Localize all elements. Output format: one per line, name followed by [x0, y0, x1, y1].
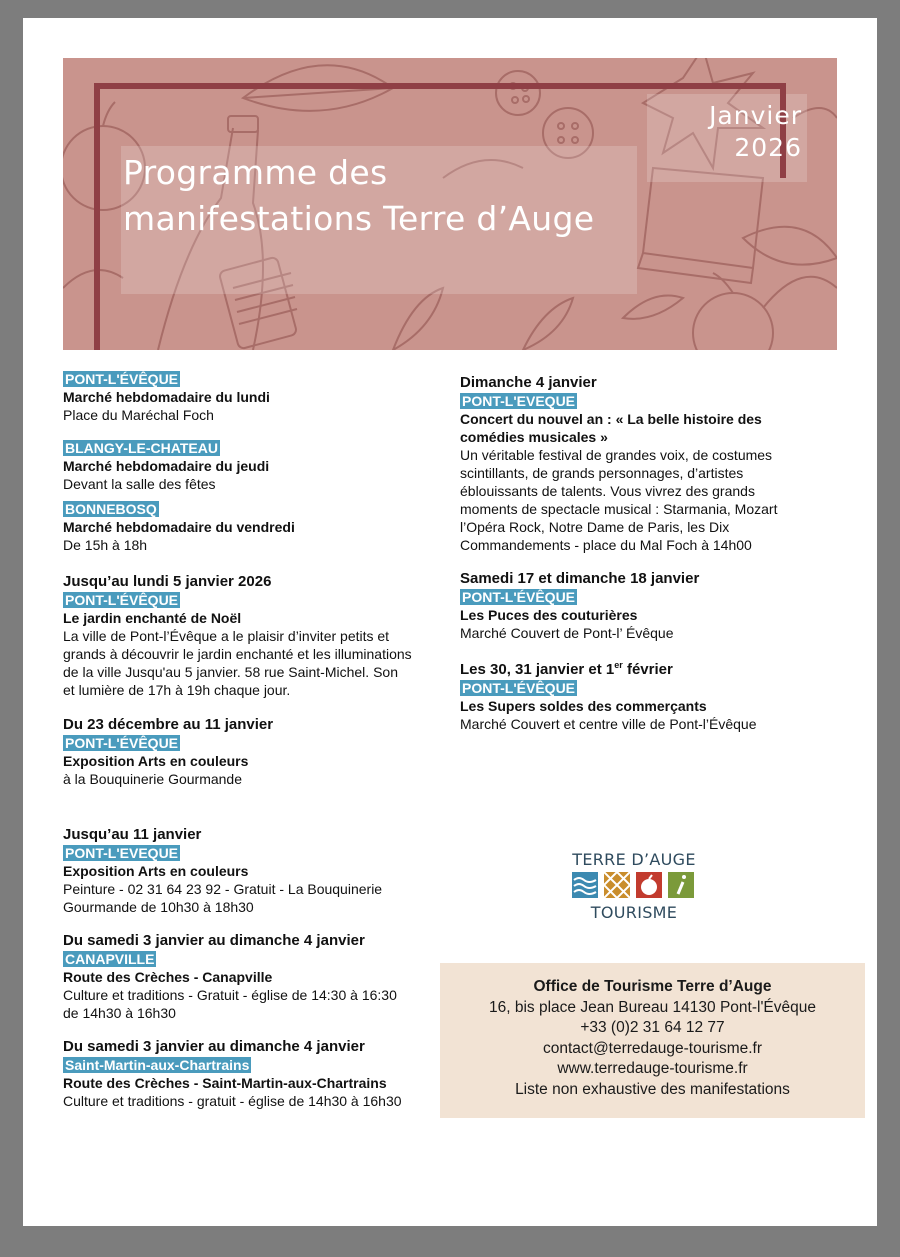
event-date-text-end: février [622, 661, 673, 678]
location-badge: Saint-Martin-aux-Chartrains [65, 1057, 250, 1073]
event-title: Marché hebdomadaire du lundi [63, 389, 270, 405]
event-title: Les Supers soldes des commerçants [460, 698, 707, 714]
event-date: Dimanche 4 janvier [460, 374, 597, 391]
event-marche-jeudi [63, 439, 463, 493]
location-badge: PONT-L'ÉVÊQUE [462, 589, 576, 605]
event-marche-lundi [63, 370, 463, 424]
event-creches-canapville [63, 931, 463, 1022]
office-phone[interactable]: +33 (0)2 31 64 12 77 [580, 1019, 725, 1036]
event-description-line: Commandements - place du Mal Foch à 14h00 [460, 537, 752, 553]
event-title: Route des Crèches - Saint-Martin-aux-Chartrains [63, 1075, 387, 1091]
office-address: 16, bis place Jean Bureau 14130 Pont-l'Évêque [489, 998, 816, 1016]
event-description-line: moments de spectacle musical : Starmania, Mozart [460, 501, 778, 517]
office-note: Liste non exhaustive des manifestations [515, 1080, 790, 1098]
terre-dauge-logo [566, 848, 702, 928]
event-date-text: Les 30, 31 janvier et 1 [460, 661, 615, 678]
event-date: Du 23 décembre au 11 janvier [63, 716, 274, 733]
event-description: De 15h à 18h [63, 537, 148, 553]
event-description: Marché Couvert et centre ville de Pont-l’Évêque [460, 716, 757, 732]
location-badge: PONT-L'ÉVÊQUE [65, 592, 179, 608]
event-title: Exposition Arts en couleurs [63, 863, 249, 879]
logo-icons [570, 872, 698, 898]
book-drawing [643, 168, 763, 268]
title-line-1: Programme des [123, 153, 388, 192]
event-title: Marché hebdomadaire du vendredi [63, 519, 295, 535]
event-date-superscript: er [614, 660, 623, 670]
event-date: Du samedi 3 janvier au dimanche 4 janvier [63, 1038, 365, 1055]
event-exposition-2 [63, 825, 463, 916]
office-info-box [440, 963, 865, 1118]
location-badge: PONT-L'ÉVÊQUE [65, 371, 179, 387]
event-description-line: Gourmande de 10h30 à 18h30 [63, 899, 254, 915]
event-description-line: de 14h30 à 16h30 [63, 1005, 176, 1021]
event-supers-soldes [460, 660, 860, 733]
location-badge: PONT-L'ÉVÊQUE [462, 680, 576, 696]
page-title [123, 150, 643, 242]
event-title-line: comédies musicales » [460, 429, 608, 445]
event-description-line: éblouissants de talents. Vous vivrez des grands [460, 483, 755, 499]
event-title: Marché hebdomadaire du jeudi [63, 458, 270, 474]
event-description-line: scintillants, de grands personnages, d’artistes [460, 465, 744, 481]
event-concert-nouvel-an [460, 373, 860, 554]
event-title: Les Puces des couturières [460, 607, 638, 623]
event-title: Le jardin enchanté de Noël [63, 610, 242, 626]
title-line-2: manifestations Terre d’Auge [123, 199, 595, 238]
logo-line-2: TOURISME [590, 903, 678, 922]
event-marche-vendredi [63, 500, 463, 554]
event-description-line: de la ville Jusqu'au 5 janvier. 58 rue Saint-Michel. Son [63, 664, 398, 680]
office-title: Office de Tourisme Terre d’Auge [533, 978, 772, 995]
event-jardin-enchante [63, 572, 463, 699]
location-badge: PONT-L'EVEQUE [65, 845, 179, 861]
event-description-line: Peinture - 02 31 64 23 92 - Gratuit - La Bouquinerie [63, 881, 383, 897]
month-year: 2026 [734, 133, 802, 162]
event-description: Culture et traditions - gratuit - église de 14h30 à 16h30 [63, 1093, 402, 1109]
event-exposition-1 [63, 715, 463, 788]
event-date: Du samedi 3 janvier au dimanche 4 janvier [63, 932, 365, 949]
location-badge: BONNEBOSQ [65, 501, 157, 517]
event-description: Marché Couvert de Pont-l’ Évêque [460, 625, 674, 641]
event-description: Place du Maréchal Foch [63, 407, 214, 423]
location-badge: PONT-L'EVEQUE [462, 393, 576, 409]
event-date: Jusqu’au lundi 5 janvier 2026 [63, 573, 272, 590]
office-email[interactable]: contact@terredauge-tourisme.fr [542, 1039, 763, 1057]
event-description: Devant la salle des fêtes [63, 476, 216, 492]
event-description: à la Bouquinerie Gourmande [63, 771, 243, 787]
event-description-line: Culture et traditions - Gratuit - église de 14:30 à 16:30 [63, 987, 397, 1003]
event-creches-saint-martin [63, 1037, 463, 1110]
location-badge: PONT-L'ÉVÊQUE [65, 735, 179, 751]
month-name: Janvier [709, 101, 802, 130]
logo-line-1: TERRE D’AUGE [572, 850, 696, 869]
button-drawing [496, 71, 540, 115]
event-date [460, 660, 860, 679]
location-badge: CANAPVILLE [65, 951, 155, 967]
office-website[interactable]: www.terredauge-tourisme.fr [557, 1060, 748, 1077]
location-badge: BLANGY-LE-CHATEAU [65, 440, 218, 456]
event-description-line: l’Opéra Rock, Notre Dame de Paris, les Dix [460, 519, 730, 535]
month-label [690, 100, 802, 164]
event-description-line: et lumière de 17h à 19h chaque jour. [63, 682, 291, 698]
event-description-line: grands à découvrir le jardin enchanté et les illuminations [63, 646, 412, 662]
event-title-line: Concert du nouvel an : « La belle histoire des [460, 411, 762, 427]
event-date: Jusqu’au 11 janvier [63, 826, 202, 843]
event-title: Exposition Arts en couleurs [63, 753, 249, 769]
event-description-line: Un véritable festival de grandes voix, de costumes [460, 447, 773, 463]
event-description-line: La ville de Pont-l’Évêque a le plaisir d’inviter petits et [63, 628, 390, 644]
event-puces-couturieres [460, 569, 860, 642]
event-date: Samedi 17 et dimanche 18 janvier [460, 570, 700, 587]
event-title: Route des Crèches - Canapville [63, 969, 273, 985]
